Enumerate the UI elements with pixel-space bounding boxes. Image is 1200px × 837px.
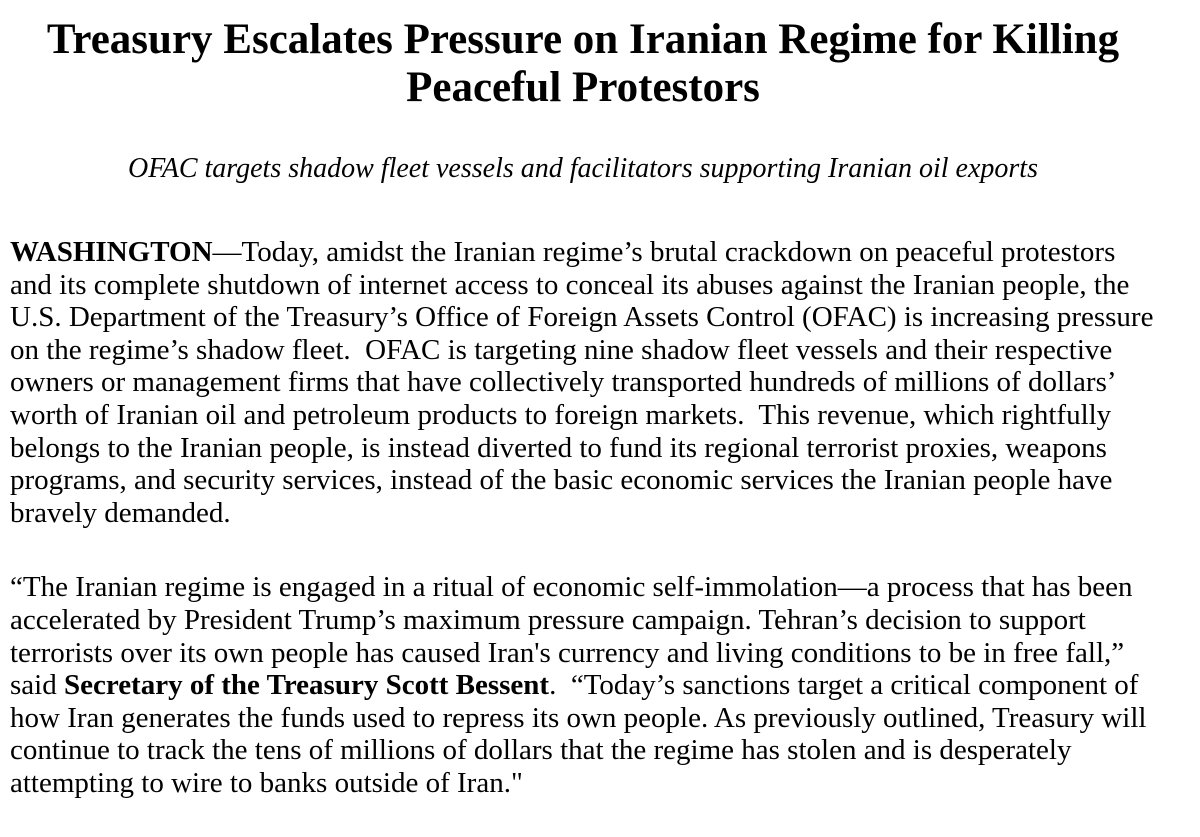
paragraph-quote [10,571,1156,799]
paragraph-2-text-after: . “Today’s sanctions target a critical component of how Iran generates the funds used to repress its own people. As previously outlined, Treasury will continue to track the tens of millions of dollars that the regime has stolen and is desperately attempting to wire to banks outside of Iran." [10,669,1154,799]
document-subtitle: OFAC targets shadow fleet vessels and facilitators supporting Iranian oil exports [128,153,1038,184]
paragraph-dateline-body [10,236,1161,529]
press-release-document [0,16,1200,837]
secretary-name-bold: Secretary of the Treasury Scott Bessent [63,669,550,702]
paragraph-2-text-before: “The Iranian regime is engaged in a ritual of economic self-immolation—a process that has been accelerated by President Trump’s maximum pressure campaign. Tehran’s decision to support terrorists over its own people has caused Iran's currency and living conditions to be in free fall,” said [10,571,1140,702]
page-title: Treasury Escalates Pressure on Iranian Regime for Killing Peaceful Protestors [46,16,1120,111]
paragraph-1-text: —Today, amidst the Iranian regime’s brutal crackdown on peaceful protestors and its complete shutdown of internet access to conceal its abuses against the Iranian people, the U.S. Department of the Treasury’s Office of Foreign Assets Control (OFAC) is increasing pressure on the regime’s shadow fleet. OFAC is targeting nine shadow fleet vessels and their respective owners or management firms that have collectively transported hundreds of millions of dollars’ worth of Iranian oil and petroleum products to foreign markets. This revenue, which rightfully belongs to the Iranian people, is instead diverted to fund its regional terrorist proxies, weapons programs, and security services, instead of the basic economic services the Iranian people have bravely demanded. [10,236,1161,529]
dateline-bold: WASHINGTON [10,236,213,268]
